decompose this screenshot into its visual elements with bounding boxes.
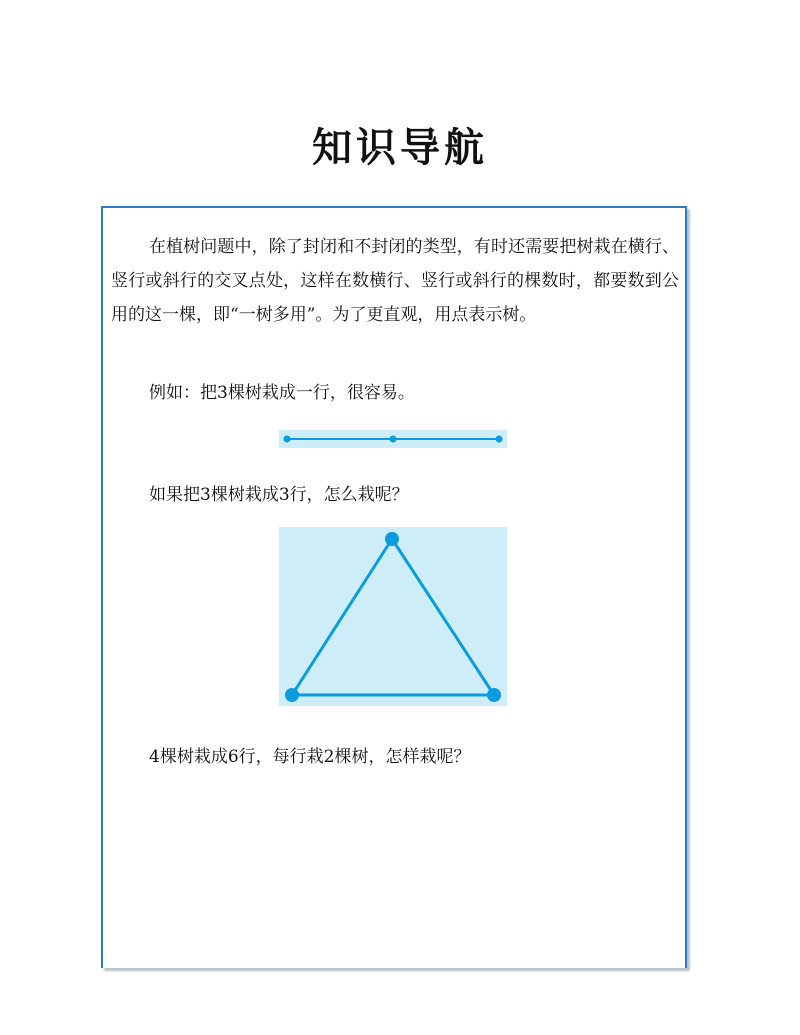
tree-point xyxy=(390,436,397,443)
tree-point xyxy=(285,688,299,702)
tree-point xyxy=(487,688,501,702)
content-box xyxy=(101,206,687,968)
tree-point xyxy=(385,532,399,546)
three-trees-one-row-diagram xyxy=(279,430,507,448)
example-two-text: 如果把3棵树栽成3行，怎么栽呢？ xyxy=(149,485,409,505)
tree-point xyxy=(496,436,503,443)
page-title: 知识导航 xyxy=(312,125,488,171)
tree-point xyxy=(284,436,291,443)
example-three-text: 4棵树栽成6行，每行栽2棵树，怎样栽呢？ xyxy=(149,747,471,767)
intro-paragraph: 在植树问题中，除了封闭和不封闭的类型，有时还需要把树栽在横行、竖行或斜行的交叉点处，这样在数横行、竖行或斜行的棵数时，都要数到公用的这一棵，即“一树多用”。为了更直观，用点表示树。 xyxy=(111,237,679,325)
example-one-text: 例如：把3棵树栽成一行，很容易。 xyxy=(149,383,415,403)
three-trees-three-rows-diagram xyxy=(279,527,507,706)
diagram-panel xyxy=(279,527,507,706)
